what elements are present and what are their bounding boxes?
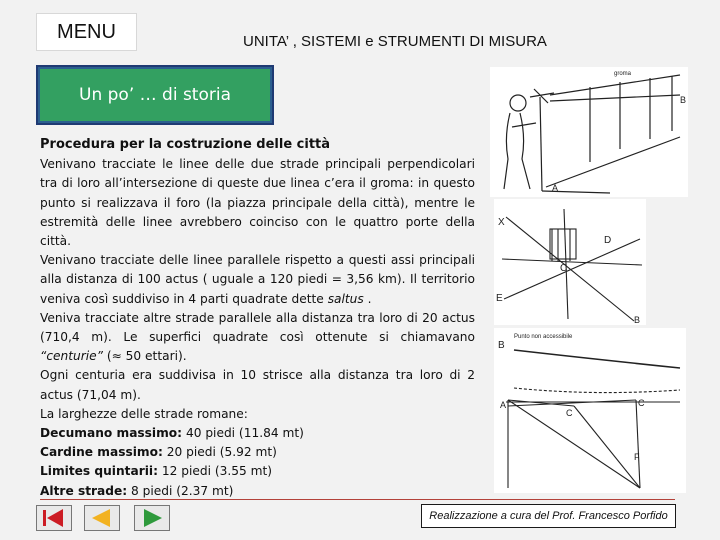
- fig3-label-top: Punto non accessibile: [514, 334, 573, 340]
- road-row: Cardine massimo: 20 piedi (5.92 mt): [40, 445, 277, 460]
- page-title: UNITA’ , SISTEMI e STRUMENTI DI MISURA: [243, 33, 547, 50]
- section-title: Un po’ … di storia: [79, 85, 231, 105]
- fig1-label-top: groma: [614, 71, 632, 77]
- figure-perpendicular-lines: [494, 199, 646, 325]
- figure-groma-surveyor: [490, 67, 688, 197]
- fig1-label-a: A: [552, 183, 559, 193]
- credit-box: Realizzazione a cura del Prof. Francesco Porfido: [421, 504, 676, 528]
- previous-slide-icon: [84, 505, 120, 531]
- fig1-label-b: B: [680, 95, 687, 105]
- road-row: Altre strade: 8 piedi (2.37 mt): [40, 483, 234, 498]
- fig2-label-d: D: [604, 235, 612, 246]
- section-title-box: [36, 65, 274, 125]
- paragraph-5: La larghezze delle strade romane:: [40, 406, 248, 421]
- fig2-label-e: E: [496, 293, 503, 304]
- fig2-label-c: C: [560, 263, 568, 274]
- paragraph-1: Venivano tracciate le linee delle due strade principali perpendicolari tra di loro all’intersezione di queste due linea c’era il groma: in questo punto si realizzava il foro (la piazza principale della città), mentre le estremità delle linee avrebbero coinciso con le quattro porte della città.: [40, 157, 475, 249]
- paragraph-3: Veniva tracciate altre strade parallele alla distanza tra loro di 20 actus (710,4 m). Le superfici quadrate così ottenute si chiamavano “centurie” (≈ 50 ettari).: [40, 310, 475, 364]
- content-text: [40, 135, 475, 501]
- fig3-label-a: A: [500, 400, 507, 410]
- fig3-label-b: B: [498, 340, 505, 351]
- content-heading: Procedura per la costruzione delle città: [40, 137, 331, 152]
- road-row: Decumano massimo: 40 piedi (11.84 mt): [40, 426, 304, 441]
- centurie-term: “centurie”: [40, 349, 103, 364]
- fig2-label-x: X: [498, 217, 505, 228]
- fig2-label-b: B: [634, 315, 641, 325]
- figure-inaccessible-point: [494, 328, 686, 493]
- first-slide-button[interactable]: [36, 505, 72, 531]
- previous-slide-button[interactable]: [84, 505, 120, 531]
- next-slide-icon: [134, 505, 170, 531]
- paragraph-2: Venivano tracciate delle linee parallele rispetto a questi assi principali alla distanza di 100 actus ( uguale a 120 piedi = 3,56 km). Il territorio veniva così suddiviso in 4 parti quadrate dette saltus .: [40, 253, 475, 306]
- paragraph-4: Ogni centuria era suddivisa in 10 strisce alla distanza tra loro di 2 actus (71,04 m).: [40, 368, 475, 402]
- next-slide-button[interactable]: [134, 505, 170, 531]
- footer-divider: [40, 499, 675, 500]
- menu-button[interactable]: MENU: [36, 13, 137, 51]
- first-slide-icon: [36, 505, 72, 531]
- fig3-label-f: F: [634, 452, 640, 462]
- fig3-label-c2: C: [638, 398, 645, 408]
- fig3-label-c1: C: [566, 408, 573, 418]
- road-row: Limites quintarii: 12 piedi (3.55 mt): [40, 464, 273, 479]
- saltus-term: saltus: [327, 291, 364, 306]
